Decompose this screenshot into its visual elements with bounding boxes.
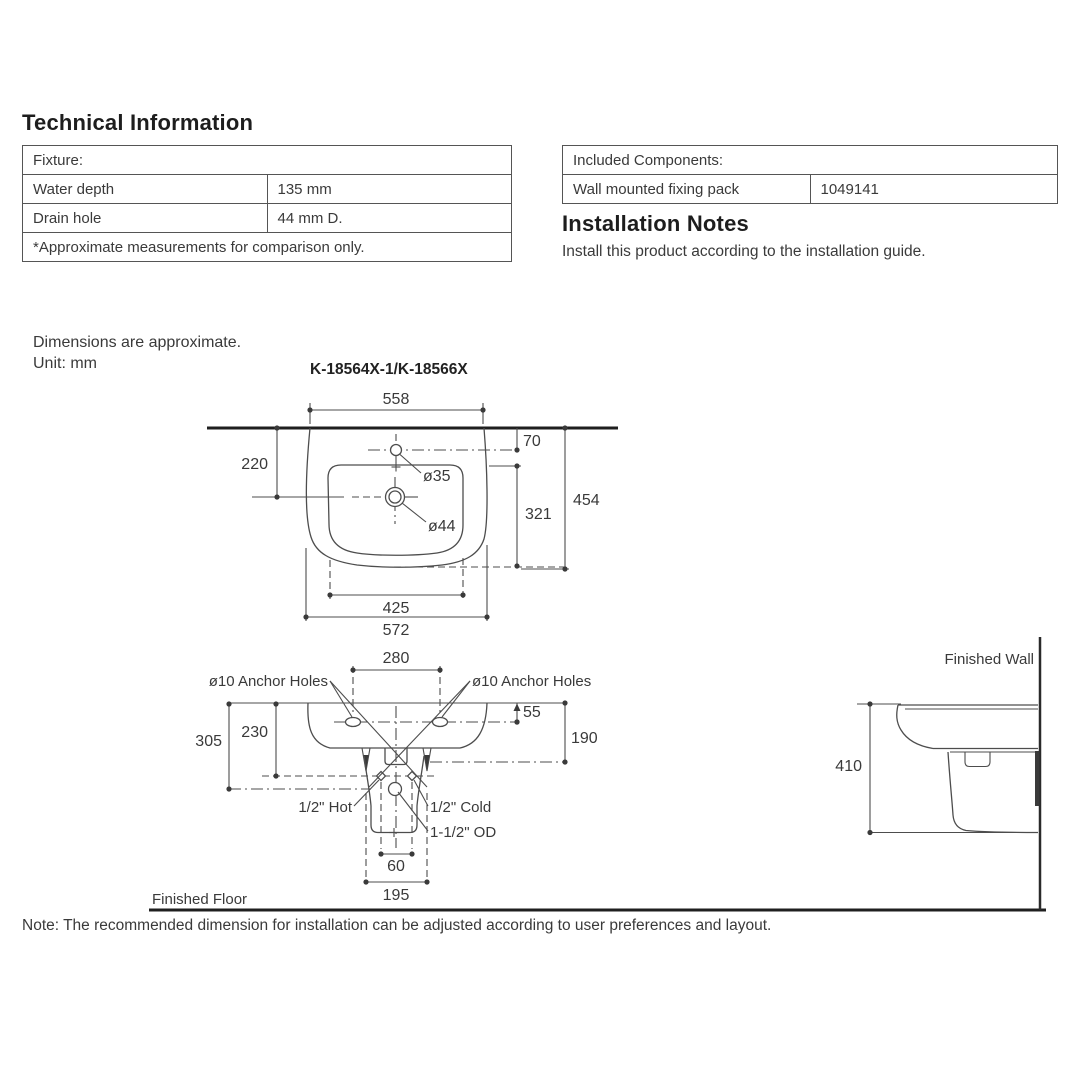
dim-height-outer: 305 [195, 733, 222, 750]
dim-pedestal-height: 410 [835, 758, 862, 775]
dim-basin-depth: 321 [525, 506, 552, 523]
dim-supply-drop: 190 [571, 730, 598, 747]
hot-supply-hole [377, 772, 386, 781]
dim-572 [303, 545, 489, 639]
component-row-value: 1049141 [810, 175, 1058, 204]
table-row [563, 146, 1058, 175]
fixture-row-label: Drain hole [23, 204, 268, 233]
pedestal-side-profile [948, 752, 1038, 833]
table-row [563, 175, 1058, 204]
side-view [835, 637, 1040, 910]
anchor-holes-label-left: ø10 Anchor Holes [208, 673, 328, 690]
anchor-holes-label-right: ø10 Anchor Holes [472, 673, 592, 690]
dimensions-approximate-note: Dimensions are approximate. [33, 334, 242, 351]
side-bracket-detail [965, 752, 990, 767]
dim-height-inner: 230 [241, 724, 268, 741]
dim-width-inner: 425 [382, 600, 410, 617]
outlet-od-label: 1-1/2" OD [430, 824, 497, 841]
dim-321 [489, 463, 552, 568]
fixture-table [22, 145, 512, 262]
fixture-row-label: Water depth [23, 175, 268, 204]
footer-note: Note: The recommended dimension for installation can be adjusted according to user preferences and layout. [22, 917, 772, 934]
drain-diameter-label: ø44 [428, 518, 456, 535]
dim-width-total: 572 [382, 622, 410, 639]
unit-note: Unit: mm [33, 355, 97, 372]
dim-anchor-drop: 55 [523, 704, 541, 721]
dim-anchor-spacing: 280 [382, 650, 410, 667]
dim-230 [241, 701, 278, 778]
dim-195 [363, 793, 429, 904]
installation-notes-body: Install this product according to the installation guide. [562, 243, 926, 260]
cold-supply-hole [408, 772, 417, 781]
anchor-hole-left [346, 718, 361, 727]
fixture-row-value: 135 mm [267, 175, 512, 204]
dim-width-top: 558 [382, 391, 410, 408]
technical-information-heading: Technical Information [22, 110, 254, 135]
dim-220 [241, 425, 279, 499]
dim-305 [195, 701, 231, 791]
fixture-row-value: 44 mm D. [267, 204, 512, 233]
cold-supply-label: 1/2" Cold [430, 799, 492, 816]
dim-bracket-spacing: 195 [382, 887, 410, 904]
dim-supply-spacing: 60 [387, 858, 405, 875]
included-components-table [562, 145, 1058, 204]
wall-bracket-side [1035, 751, 1040, 806]
dim-55 [514, 703, 541, 725]
fixture-table-footnote: *Approximate measurements for comparison only. [23, 233, 512, 262]
model-number-label: K-18564X-1/K-18566X [310, 361, 468, 378]
dim-558 [307, 391, 485, 424]
table-row [23, 233, 512, 262]
faucet-diameter-label: ø35 [423, 468, 451, 485]
finished-floor-label: Finished Floor [152, 891, 248, 908]
dim-190 [562, 700, 597, 764]
table-row [23, 146, 512, 175]
anchor-hole-right [433, 718, 448, 727]
table-row [23, 204, 512, 233]
dim-70 [514, 428, 540, 453]
components-table-header: Included Components: [563, 146, 1058, 175]
dim-faucet-offset: 70 [523, 433, 541, 450]
dim-depth-total: 454 [573, 492, 600, 509]
faucet-hole [391, 445, 402, 456]
sink-front-outline [308, 703, 487, 748]
hot-supply-label: 1/2" Hot [298, 799, 352, 816]
plan-view [207, 361, 618, 639]
fixture-table-header: Fixture: [23, 146, 512, 175]
wall-bracket-right [423, 748, 431, 771]
dim-410 [835, 701, 1036, 835]
table-row [23, 175, 512, 204]
finished-wall-label: Finished Wall [944, 651, 1034, 668]
technical-drawing [0, 355, 1080, 915]
component-row-label: Wall mounted fixing pack [563, 175, 811, 204]
sink-side-profile [897, 705, 933, 749]
dim-setback: 220 [241, 456, 268, 473]
installation-notes-heading: Installation Notes [562, 211, 749, 236]
front-view [149, 650, 1046, 910]
